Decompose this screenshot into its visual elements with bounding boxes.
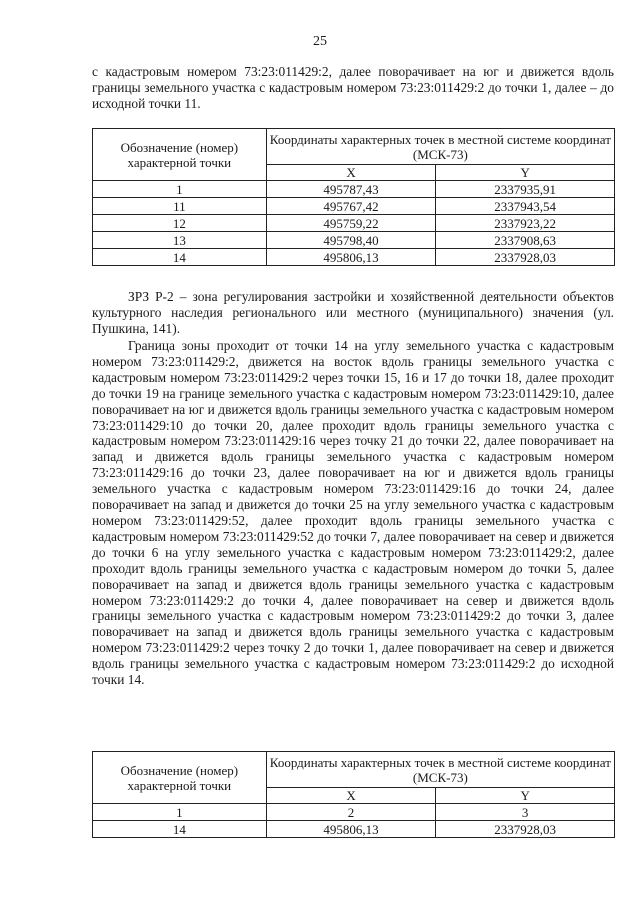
column-index-row [93,804,615,821]
index-cell: 3 [436,804,615,821]
table-row [93,821,615,838]
table1-col1-header: Обозначение (номер) характерной точки [93,129,267,181]
x-cell: 495806,13 [266,249,436,266]
table-row [93,181,615,198]
index-cell: 2 [266,804,436,821]
page-number: 25 [313,34,327,49]
point-cell: 13 [93,232,267,249]
table-row [93,249,615,266]
y-cell: 2337928,03 [436,821,615,838]
point-cell: 11 [93,198,267,215]
point-cell: 14 [93,821,267,838]
table-row [93,198,615,215]
y-cell: 2337928,03 [436,249,615,266]
table2-group-header: Координаты характерных точек в местной системе координат (МСК-73) [266,752,614,788]
intro-paragraph: с кадастровым номером 73:23:011429:2, далее поворачивает на юг и движется вдоль границы земельного участка с кадастровым номером 73:23:011429:2 до точки 1, далее – до исходной точки 11. [92,64,614,111]
y-cell: 2337935,91 [436,181,615,198]
table1-x-header: X [266,165,436,181]
table1-group-header: Координаты характерных точек в местной системе координат (МСК-73) [266,129,614,165]
zone-paragraph: ЗРЗ Р-2 – зона регулирования застройки и хозяйственной деятельности объектов культурного наследия регионального или местного (муниципального) значения (ул. Пушкина, 141). [92,289,614,336]
point-cell: 12 [93,215,267,232]
point-cell: 1 [93,181,267,198]
coordinates-table-2 [92,751,615,838]
x-cell: 495787,43 [266,181,436,198]
border-paragraph: Граница зоны проходит от точки 14 на углу земельного участка с кадастровым номером 73:23:011429:2, движется на восток вдоль границы земельного участка с кадастровым номером 73:23:011429:2 через точки 15, 16 и 17 до точки 18, далее проходит до точки 19 на границе земельного участка с кадастровым номером 73:23:011429:10, далее поворачивает на юг и движется вдоль границы земельного участка с кадастровым номером 73:23:011429:10 до точки 20, далее проходит вдоль границы земельного участка с кадастровым номером 73:23:011429:16 через точку 21 до точки 22, далее поворачивает на запад и движется вдоль границы земельного участка с кадастровым номером 73:23:011429:16 до точки 23, далее поворачивает на юг и движется вдоль границы земельного участка с кадастровым номером 73:23:011429:16 до точки 24, далее поворачивает на запад и движется до точки 25 на углу земельного участка с кадастровым номером 73:23:011429:52, далее проходит вдоль границы земельного участка с кадастровым номером 73:23:011429:52 до точки 7, далее поворачивает на север и движется до точки 6 на углу земельного участка с кадастровым номером 73:23:011429:2, далее проходит вдоль границы земельного участка с кадастровым номером до точки 5, далее поворачивает на запад и движется вдоль границы земельного участка с кадастровым номером 73:23:011429:2 до точки 4, далее поворачивает на север и движется вдоль границы земельного участка с кадастровым номером 73:23:011429:2 до точки 3, далее поворачивает на запад и движется вдоль границы земельного участка с кадастровым номером 73:23:011429:2 через точку 2 до точки 1, далее поворачивает на север и движется вдоль границы земельного участка с кадастровым номером 73:23:011429:2 до исходной точки 14. [92,338,614,688]
x-cell: 495759,22 [266,215,436,232]
point-cell: 14 [93,249,267,266]
x-cell: 495767,42 [266,198,436,215]
x-cell: 495798,40 [266,232,436,249]
x-cell: 495806,13 [266,821,436,838]
table2-col1-header: Обозначение (номер) характерной точки [93,752,267,804]
table-row [93,215,615,232]
table-row [93,232,615,249]
y-cell: 2337908,63 [436,232,615,249]
y-cell: 2337943,54 [436,198,615,215]
table1-y-header: Y [436,165,615,181]
y-cell: 2337923,22 [436,215,615,232]
table2-y-header: Y [436,788,615,804]
table2-x-header: X [266,788,436,804]
coordinates-table-1 [92,128,615,266]
index-cell: 1 [93,804,267,821]
